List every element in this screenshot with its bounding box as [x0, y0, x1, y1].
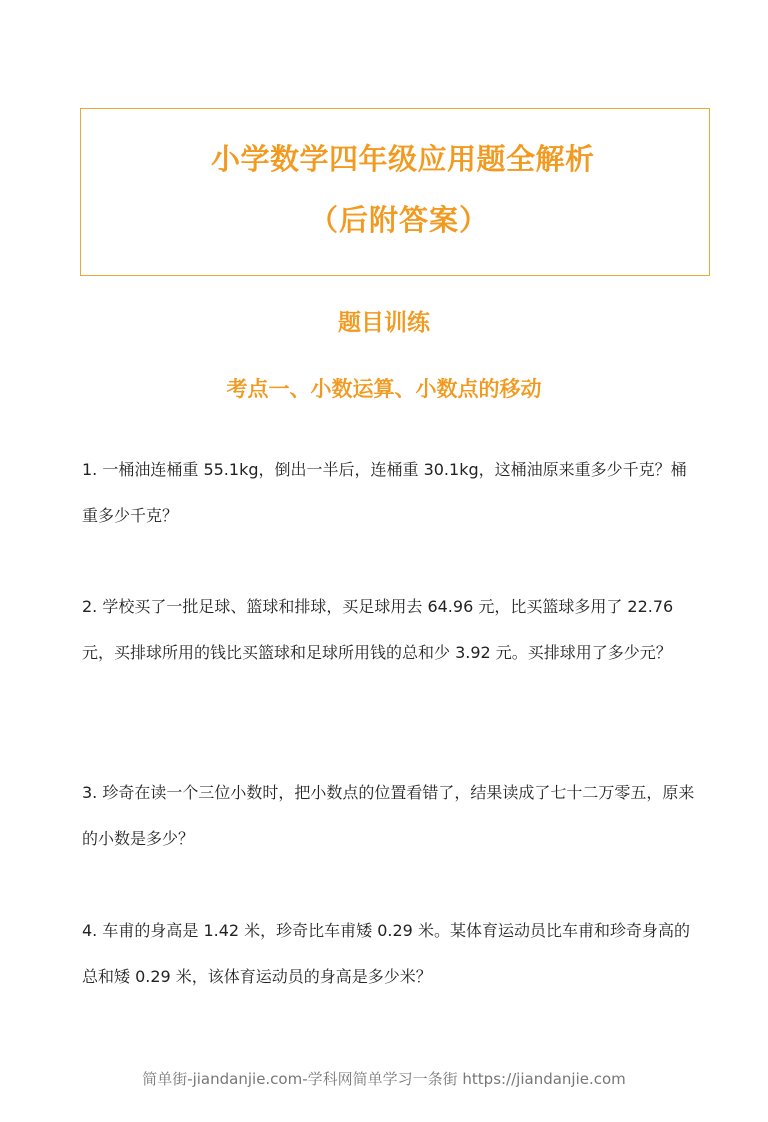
title-box	[80, 108, 710, 276]
question-2: 2. 学校买了一批足球、篮球和排球，买足球用去 64.96 元，比买篮球多用了 22.76 元，买排球所用的钱比买篮球和足球所用钱的总和少 3.92 元。买排球用了多少元？	[82, 597, 674, 662]
question-4: 4. 车甫的身高是 1.42 米，珍奇比车甫矮 0.29 米。某体育运动员比车甫和珍奇身高的总和矮 0.29 米，该体育运动员的身高是多少米？	[82, 921, 690, 986]
section-heading-topic: 考点一、小数运算、小数点的移动	[226, 377, 542, 401]
page-footer: 简单街-jiandanjie.com-学科网简单学习一条街 https://jiandanjie.com	[142, 1070, 626, 1088]
section-heading-training: 题目训练	[338, 310, 430, 336]
question-1: 1. 一桶油连桶重 55.1kg，倒出一半后，连桶重 30.1kg，这桶油原来重多少千克？桶重多少千克？	[82, 460, 687, 525]
document-title: 小学数学四年级应用题全解析	[211, 142, 595, 176]
question-3: 3. 珍奇在读一个三位小数时，把小数点的位置看错了，结果读成了七十二万零五，原来的小数是多少？	[82, 783, 695, 848]
document-subtitle: （后附答案）	[309, 203, 490, 237]
